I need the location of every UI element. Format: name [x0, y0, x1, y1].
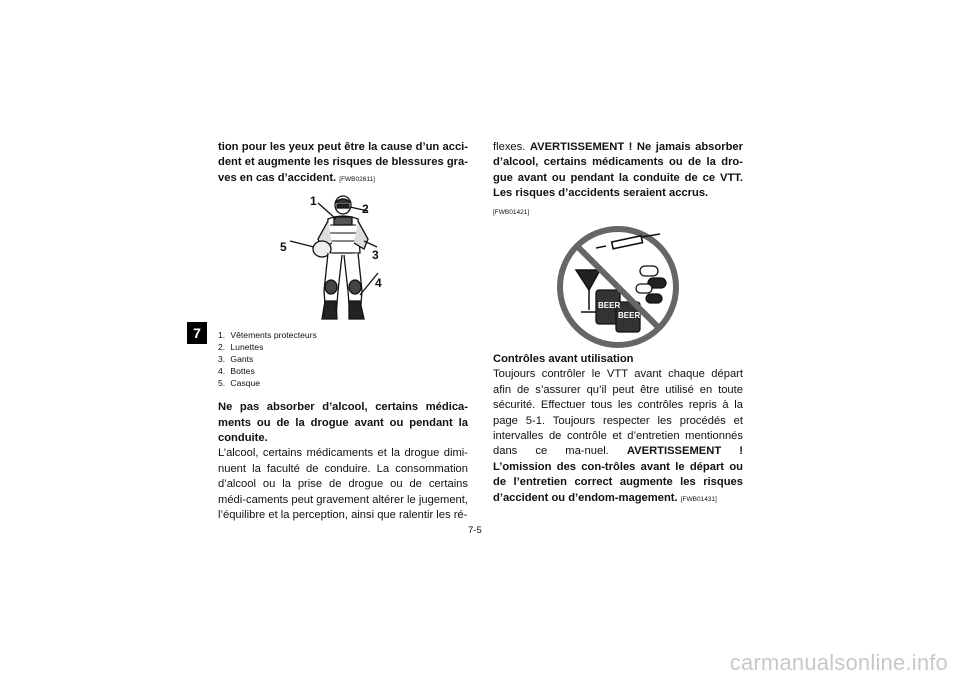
alcohol-body: L’alcool, certains médicaments et la drogue dimi-nuent la faculté de conduire. La consommation d’alcool ou la prise de drogue ou de certains médi-caments peut gravement altérer le jugement, l’équilibre et la perception, ainsi que ralentir les ré-: [218, 447, 468, 522]
section-code: [FWB01431]: [680, 495, 717, 503]
left-column: [218, 140, 468, 523]
callout-1: 1: [310, 194, 317, 209]
prohibition-sign-illustration: [556, 226, 680, 348]
no-drugs-figure: [493, 226, 743, 348]
continued-text: flexes.: [493, 141, 526, 153]
page-number: 7-5: [468, 525, 482, 536]
intro-warning: [218, 140, 468, 187]
intro-code: [FWB02611]: [339, 175, 375, 183]
rider-illustration: [218, 191, 468, 327]
protective-gear-figure: [218, 191, 468, 327]
callout-2: 2: [362, 202, 369, 217]
chapter-number: 7: [193, 325, 201, 341]
watermark: carmanualsonline.info: [729, 650, 948, 675]
legend-item: 5. Casque: [218, 378, 261, 389]
alcohol-warning: [493, 140, 743, 202]
can-label-2: BEER: [618, 311, 641, 321]
callout-5: 5: [280, 240, 287, 255]
figure-legend: [218, 329, 468, 389]
right-column: [493, 140, 743, 507]
callout-3: 3: [372, 248, 379, 263]
section-warning: AVERTISSEMENT ! L’omission des con-trôles avant le départ ou de l’entretien correct augmente les risques d’accident ou d’endom-magement.: [493, 445, 744, 504]
callout-4: 4: [375, 276, 382, 291]
alcohol-heading: Ne pas absorber d’alcool, certains médica-ments ou de la drogue avant ou pendant la conduite.: [218, 401, 468, 445]
section-text: Toujours contrôler le VTT avant chaque départ afin de s’assurer qu’il peut être utilisé en toute sécurité. Effectuer tous les contrôles repris à la page 5-1. Toujours respecter les procédés et intervalles de contrôle et d’entretien mentionnés dans ce ma-nuel.: [493, 368, 743, 458]
legend-item: 4. Bottes: [218, 366, 255, 377]
chapter-tab: [187, 322, 207, 344]
intro-text: tion pour les yeux peut être la cause d’un acci-dent et augmente les risques de blessures gra-ves en cas d’accident.: [218, 141, 468, 184]
section-title: Contrôles avant utilisation: [493, 353, 634, 366]
can-label-1: BEER: [598, 301, 621, 311]
warning-code: [FWB01421]: [493, 208, 530, 216]
section-body: [493, 367, 743, 507]
legend-item: 1. Vêtements protecteurs: [218, 330, 317, 341]
warning-text: AVERTISSEMENT ! Ne jamais absorber d’alcool, certains médicaments ou de la dro-gue avant ou pendant la conduite de ce VTT. Les risques d’accidents seraient accrus.: [493, 141, 743, 200]
legend-item: 3. Gants: [218, 354, 254, 365]
legend-item: 2. Lunettes: [218, 342, 264, 353]
